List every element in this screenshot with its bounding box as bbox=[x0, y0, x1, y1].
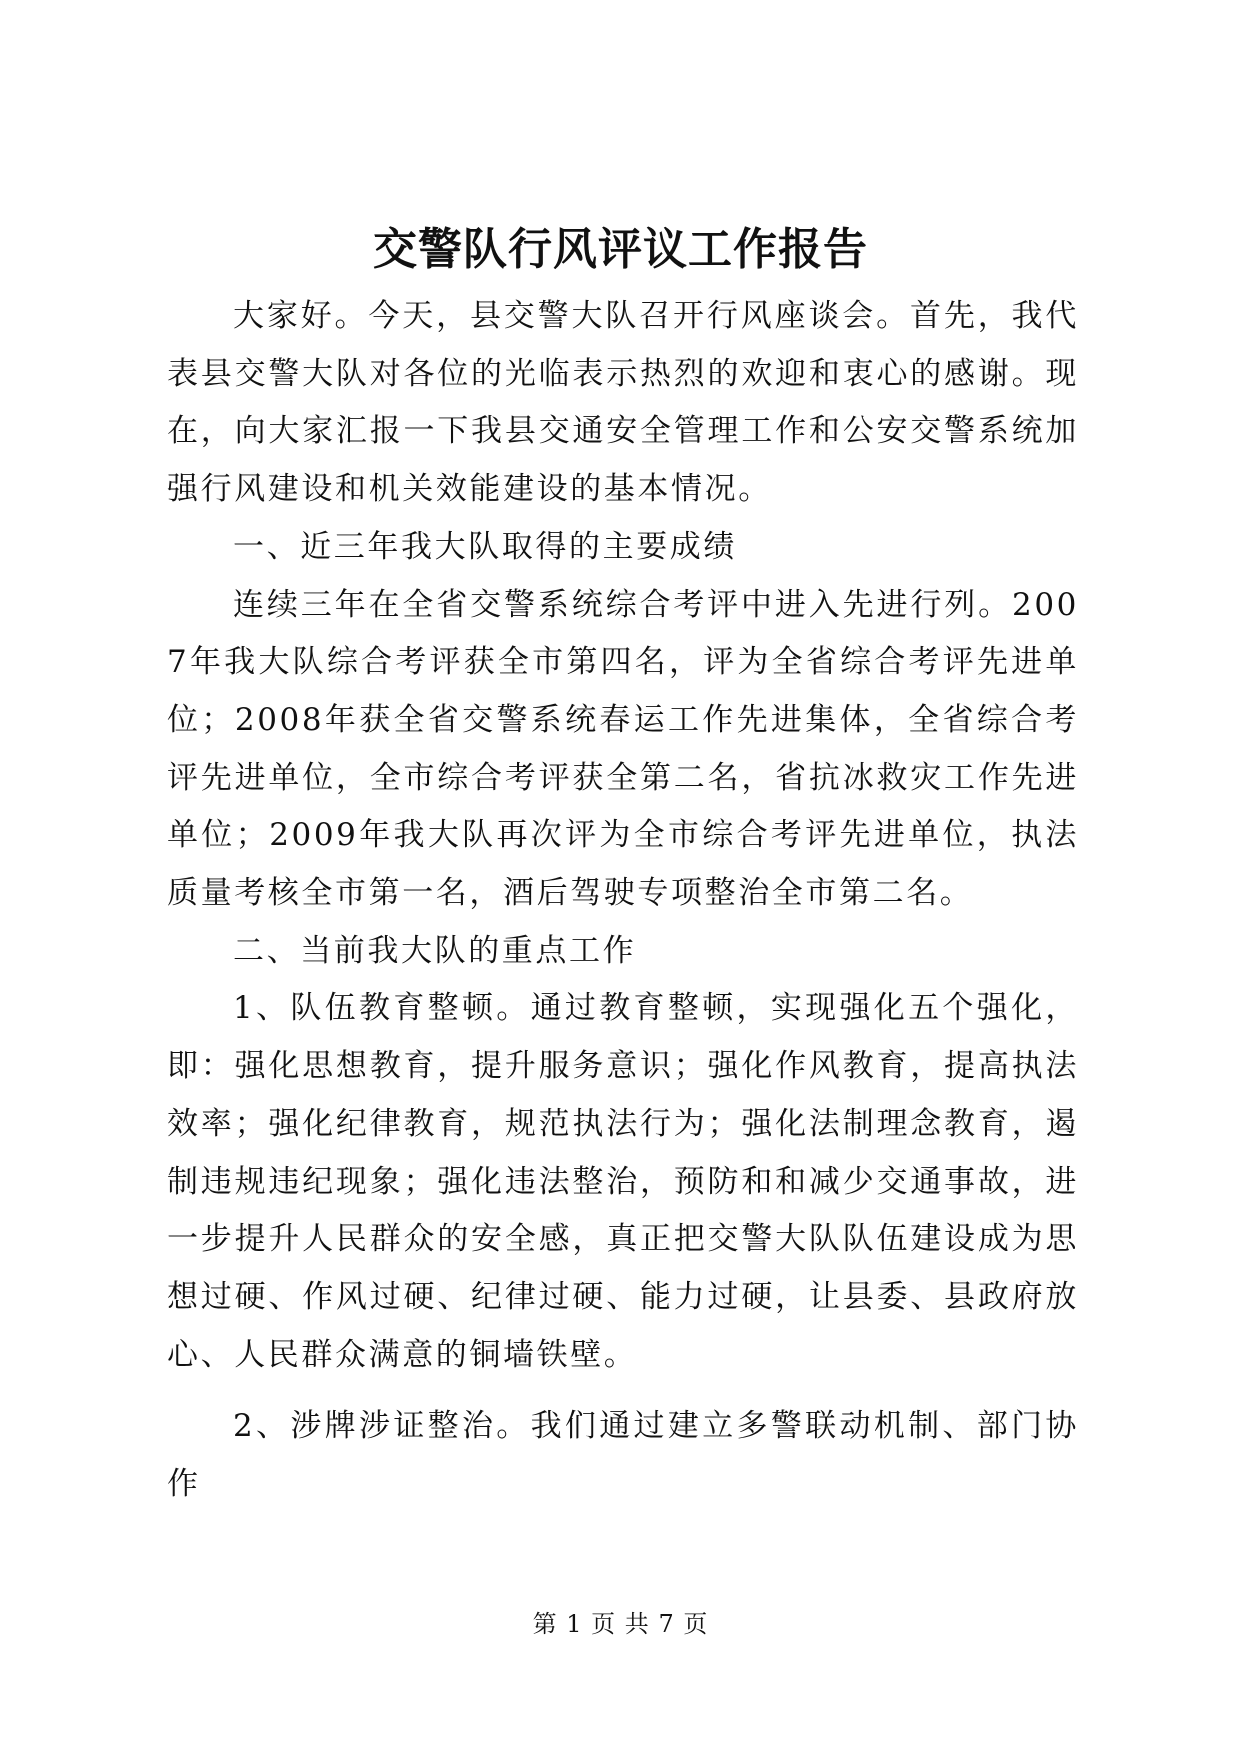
paragraph-achievements: 连续三年在全省交警系统综合考评中进入先进行列。2007年我大队综合考评获全市第四名，评为全省综合考评先进单位；2008年获全省交警系统春运工作先进集体，全省综合考评先进单位，全市综合考评获全第二名，省抗冰救灾工作先进单位；2009年我大队再次评为全市综合考评先进单位，执法质量考核全市第一名，酒后驾驶专项整治全市第二名。 bbox=[167, 586, 1079, 912]
document-title: 交警队行风评议工作报告 bbox=[373, 224, 868, 275]
paragraph-plate-license-rectification: 2、涉牌涉证整治。我们通过建立多警联动机制、部门协作 bbox=[167, 1408, 1079, 1503]
section-heading-key-work: 二、当前我大队的重点工作 bbox=[233, 932, 637, 969]
page-footer: 第 1 页 共 7 页 bbox=[532, 1610, 709, 1638]
document-body bbox=[167, 288, 1079, 1514]
paragraph-team-rectification: 1、队伍教育整顿。通过教育整顿，实现强化五个强化，即：强化思想教育，提升服务意识；强化作风教育，提高执法效率；强化纪律教育，规范执法行为；强化法制理念教育，遏制违规违纪现象；强化违法整治，预防和和减少交通事故，进一步提升人民群众的安全感，真正把交警大队队伍建设成为思想过硬、作风过硬、纪律过硬、能力过硬，让县委、县政府放心、人民群众满意的铜墙铁壁。 bbox=[167, 990, 1079, 1373]
section-heading-achievements: 一、近三年我大队取得的主要成绩 bbox=[233, 528, 737, 565]
paragraph-intro: 大家好。今天，县交警大队召开行风座谈会。首先，我代表县交警大队对各位的光临表示热烈的欢迎和衷心的感谢。现在，向大家汇报一下我县交通安全管理工作和公安交警系统加强行风建设和机关效能建设的基本情况。 bbox=[167, 298, 1079, 508]
